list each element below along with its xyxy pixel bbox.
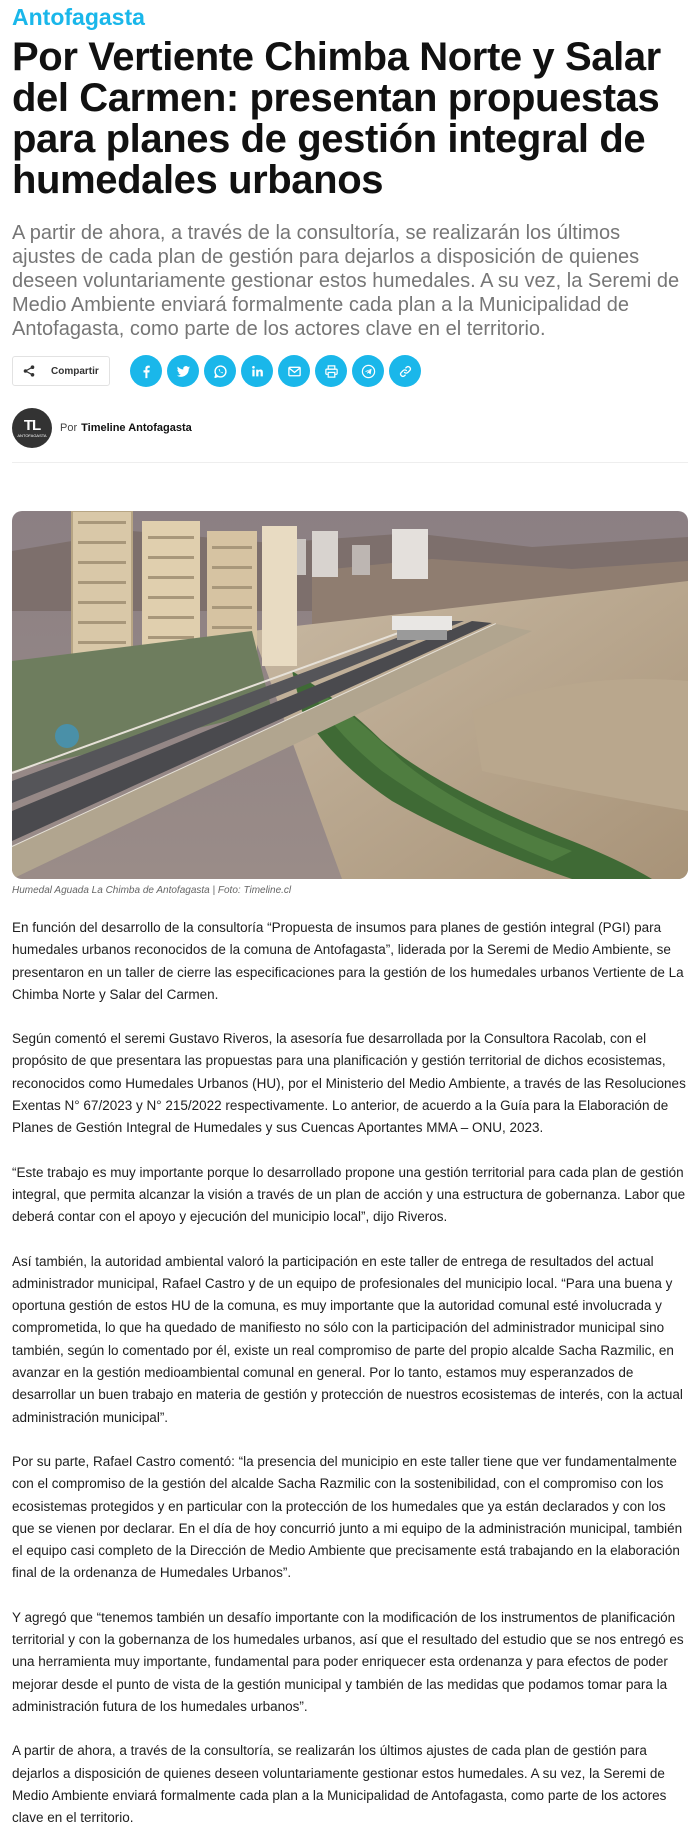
article-paragraph: “Este trabajo es muy importante porque lo desarrollado propone una gestión territorial para cada plan de gestión integral, que permita alcanzar la visión a través de un plan de acción y una estructura de gobernanza. Labor que deberá contar con el apoyo y ejecución del municipio local”, dijo Riveros. <box>12 1164 686 1225</box>
telegram-button[interactable] <box>352 355 384 387</box>
article-paragraph: Según comentó el seremi Gustavo Riveros, la asesoría fue desarrollada por la Consultora Racolab, con el propósito de que presentara las propuestas para una planificación y gestión territorial de dichos ecosistemas, reconocidos como Humedales Urbanos (HU), por el Ministerio del Medio Ambiente, a través de las Resoluciones Exentas N° 67/2023 y N° 215/2022 respectivamente. Lo anterior, de acuerdo a la Guía para la Elaboración de Planes de Gestión Integral de Humedales y sus Cuencas Aportantes MMA – ONU, 2023. <box>12 1031 686 1136</box>
by-label: Por <box>60 422 78 434</box>
page-title: Por Vertiente Chimba Norte y Salar del Carmen: presentan propuestas para planes de gestión integral de humedales urbanos <box>12 35 661 202</box>
avatar-logo-subtext: ANTOFAGASTA <box>17 433 47 438</box>
share-label: Compartir <box>51 365 99 377</box>
copy-link-button[interactable] <box>389 355 421 387</box>
social-buttons <box>130 355 426 387</box>
article-page <box>0 4 700 1829</box>
divider <box>12 462 688 463</box>
article-paragraph: Y agregó que “tenemos también un desafío importante con la modificación de los instrumentos de planificación territorial y con la gobernanza de los humedales urbanos, así que el resultado del estudio que se nos entregó es una herramienta muy importante, fundamental para poder enriquecer esta ordenanza y para efectos de poder mejorar desde el punto de vista de la gestión municipal y también de las medidas que podamos tomar para la administración futura de los humedales urbanos”. <box>12 1609 684 1714</box>
twitter-icon <box>176 364 191 379</box>
facebook-button[interactable] <box>130 355 162 387</box>
email-icon <box>287 364 302 379</box>
image-caption: Humedal Aguada La Chimba de Antofagasta | Foto: Timeline.cl <box>12 885 292 896</box>
share-icon <box>23 365 35 377</box>
category-link[interactable]: Antofagasta <box>12 4 145 30</box>
facebook-icon <box>139 364 154 379</box>
share-button[interactable] <box>12 356 110 386</box>
linkedin-icon <box>250 364 265 379</box>
article-subtitle: A partir de ahora, a través de la consultoría, se realizarán los últimos ajustes de cada plan de gestión para dejarlos a disposición de quienes deseen voluntariamente gestionar estos humedales. A su vez, la Seremi de Medio Ambiente enviará formalmente cada plan a la Municipalidad de Antofagasta, como parte de los actores clave en el territorio. <box>12 222 680 340</box>
article-paragraph: En función del desarrollo de la consultoría “Propuesta de insumos para planes de gestión integral (PGI) para humedales urbanos reconocidos de la comuna de Antofagasta”, liderada por la Seremi de Medio Ambiente, se presentaron en un taller de cierre las especificaciones para la gestión de los humedales urbanos Vertiente de La Chimba Norte y Salar del Carmen. <box>12 920 684 1002</box>
share-bar <box>12 354 688 388</box>
link-icon <box>398 364 413 379</box>
wetland-aerial-photo <box>12 511 688 879</box>
whatsapp-button[interactable] <box>204 355 236 387</box>
author-name-link[interactable]: Timeline Antofagasta <box>81 422 192 434</box>
print-button[interactable] <box>315 355 347 387</box>
telegram-icon <box>361 364 376 379</box>
article-photo <box>12 511 688 879</box>
article-paragraph: A partir de ahora, a través de la consultoría, se realizarán los últimos ajustes de cada plan de gestión para dejarlos a disposición de quienes deseen voluntariamente gestionar estos humedales. A su vez, la Seremi de Medio Ambiente enviará formalmente cada plan a la Municipalidad de Antofagasta, como parte de los actores clave en el territorio. <box>12 1743 667 1826</box>
whatsapp-icon <box>213 364 228 379</box>
avatar-logo-text: TL <box>23 417 41 434</box>
article-paragraph: Por su parte, Rafael Castro comentó: “la presencia del municipio en este taller tiene que ver fundamentalmente con el compromiso de la gestión del alcalde Sacha Razmilic con la sostenibilidad, con el compromiso con los ecosistemas protegidos y en particular con la protección de los humedales que ya están declarados y con los que se vienen por declarar. En el día de hoy concurrió junto a mi equipo de la administración municipal, también el equipo casi completo de la Dirección de Medio Ambiente que precisamente está trabajando en la elaboración final de la ordenanza de Humedales Urbanos”. <box>12 1453 683 1581</box>
article-body <box>12 917 688 1829</box>
email-button[interactable] <box>278 355 310 387</box>
article-paragraph: Así también, la autoridad ambiental valoró la participación en este taller de entrega de resultados del actual administrador municipal, Rafael Castro y de un equipo de profesionales del municipio local. “Para una buena y oportuna gestión de estos HU de la comuna, es muy importante que la autoridad comunal esté involucrada y comprometida, lo que ha quedado de manifiesto no sólo con la participación del administrador municipal sino también, según lo comentado por él, existe un real compromiso de parte del propio alcalde Sacha Razmilic, en avanzar en la gestión medioambiental comunal en general. Por lo tanto, estamos muy esperanzados de desarrollar un buen trabajo en materia de gestión y protección de nuestros ecosistemas de interés, con la actual administración municipal”. <box>12 1253 683 1425</box>
linkedin-button[interactable] <box>241 355 273 387</box>
twitter-button[interactable] <box>167 355 199 387</box>
author-byline <box>12 408 688 448</box>
print-icon <box>324 364 339 379</box>
avatar[interactable] <box>12 408 52 448</box>
